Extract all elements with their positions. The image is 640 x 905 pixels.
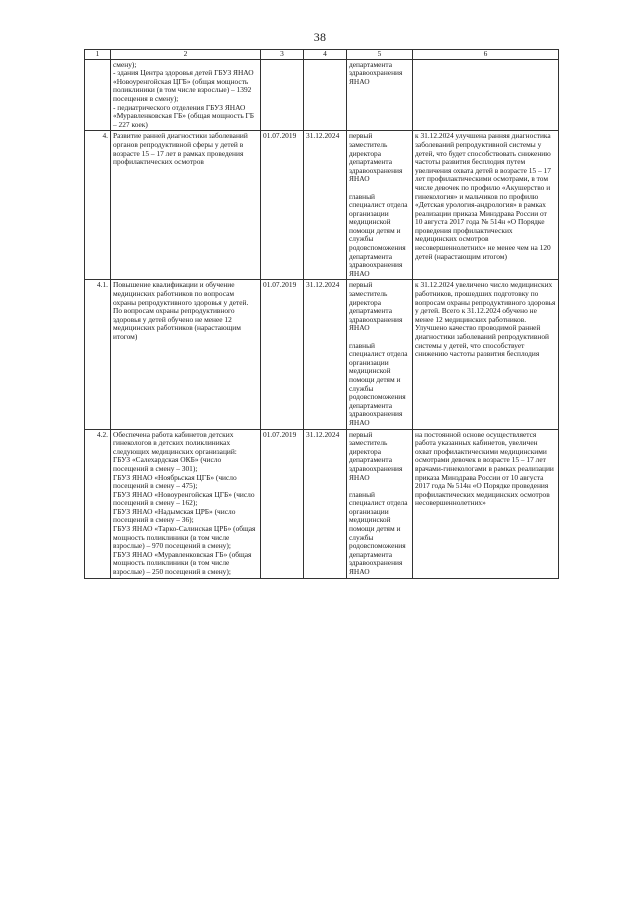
- end-date: 31.12.2024: [304, 131, 347, 280]
- expected-result: к 31.12.2024 увеличено число медицинских работников, прошедших подготовку по вопросам охраны репродуктивного здоровья у детей. Всего к 31.12.2024 обучено не менее 12 медицинских работников. Улучшено качество проводимой ранней диагностики заболеваний репродуктивной системы у детей, что способствует снижению частоты развития бесплодия: [413, 280, 559, 429]
- column-header: 4: [304, 50, 347, 60]
- responsible-person: первый заместитель директора департамента здравоохранения ЯНАО главный специалист отдела организации медицинской помощи детям и службы родовспоможения департамента здравоохранения ЯНАО: [347, 131, 413, 280]
- row-number: 4.2.: [85, 429, 111, 578]
- table-row: [85, 59, 559, 131]
- responsible-person: департамента здравоохранения ЯНАО: [347, 59, 413, 131]
- activity-description: Обеспечена работа кабинетов детских гинекологов в детских поликлиниках следующих медицинских организаций: ГБУЗ «Салехардская ОКБ» (число посещений в смену – 301); ГБУЗ ЯНАО «Ноябрьская ЦГБ» (число посещений в смену – 475); ГБУЗ ЯНАО «Новоуренгойская ЦГБ» (число посещений в смену – 162); ГБУЗ ЯНАО «Надымская ЦРБ» (число посещений в смену – 36); ГБУЗ ЯНАО «Тарко-Салинская ЦРБ» (общая мощность поликлиники (в том числе взрослые) – 970 посещений в смену); ГБУЗ ЯНАО «Муравленковская ГБ» (общая мощность поликлиники (в том числе взрослые) – 250 посещений в смену);: [111, 429, 261, 578]
- expected-result: к 31.12.2024 улучшена ранняя диагностика заболеваний репродуктивной системы у детей, что будет способствовать снижению частоты развития бесплодия путем увеличения охвата детей в возрасте 15 – 17 лет профилактическими осмотрами, в том числе девочек по профилю «Акушерство и гинекология» и мальчиков по профилю «Детская урология-андрология» в рамках реализации приказа Минздрава России от 10 августа 2017 года № 514н «О Порядке проведения профилактических медицинских осмотров несовершеннолетних» не менее чем на 120 детей (нарастающим итогом): [413, 131, 559, 280]
- table-header-row: [85, 50, 559, 60]
- column-header: 3: [261, 50, 304, 60]
- expected-result: на постоянной основе осуществляется работа указанных кабинетов, увеличен охват профилактическими медицинскими осмотрами девочек в возрасте 15 – 17 лет врачами-гинекологами в рамках реализации приказа Минздрава России от 10 августа 2017 года № 514н «О Порядке проведения профилактических медицинских осмотров несовершеннолетних»: [413, 429, 559, 578]
- start-date: 01.07.2019: [261, 131, 304, 280]
- plan-table: [84, 49, 559, 579]
- table-row: [85, 131, 559, 280]
- end-date: [304, 59, 347, 131]
- expected-result: [413, 59, 559, 131]
- column-header: 2: [111, 50, 261, 60]
- column-header: 5: [347, 50, 413, 60]
- table-row: [85, 280, 559, 429]
- column-header: 6: [413, 50, 559, 60]
- activity-description: смену); - здания Центра здоровья детей ГБУЗ ЯНАО «Новоуренгойская ЦГБ» (общая мощность поликлиники (в том числе взрослые) – 1392 посещения в смену); - педиатрического отделения ГБУЗ ЯНАО «Муравленковская ГБ» (общая мощность ГБ – 227 коек): [111, 59, 261, 131]
- activity-description: Развитие ранней диагностики заболеваний органов репродуктивной сферы у детей в возрасте 15 – 17 лет в рамках проведения профилактических осмотров: [111, 131, 261, 280]
- responsible-person: первый заместитель директора департамента здравоохранения ЯНАО главный специалист отдела организации медицинской помощи детям и службы родовспоможения департамента здравоохранения ЯНАО: [347, 429, 413, 578]
- row-number: [85, 59, 111, 131]
- start-date: 01.07.2019: [261, 429, 304, 578]
- table-row: [85, 429, 559, 578]
- row-number: 4.1.: [85, 280, 111, 429]
- column-header: 1: [85, 50, 111, 60]
- end-date: 31.12.2024: [304, 429, 347, 578]
- responsible-person: первый заместитель директора департамента здравоохранения ЯНАО главный специалист отдела организации медицинской помощи детям и службы родовспоможения департамента здравоохранения ЯНАО: [347, 280, 413, 429]
- activity-description: Повышение квалификации и обучение медицинских работников по вопросам охраны репродуктивного здоровья у детей. По вопросам охраны репродуктивного здоровья у детей обучено не менее 12 медицинских работников (нарастающим итогом): [111, 280, 261, 429]
- page-number: 38: [313, 30, 327, 44]
- start-date: [261, 59, 304, 131]
- start-date: 01.07.2019: [261, 280, 304, 429]
- row-number: 4.: [85, 131, 111, 280]
- end-date: 31.12.2024: [304, 280, 347, 429]
